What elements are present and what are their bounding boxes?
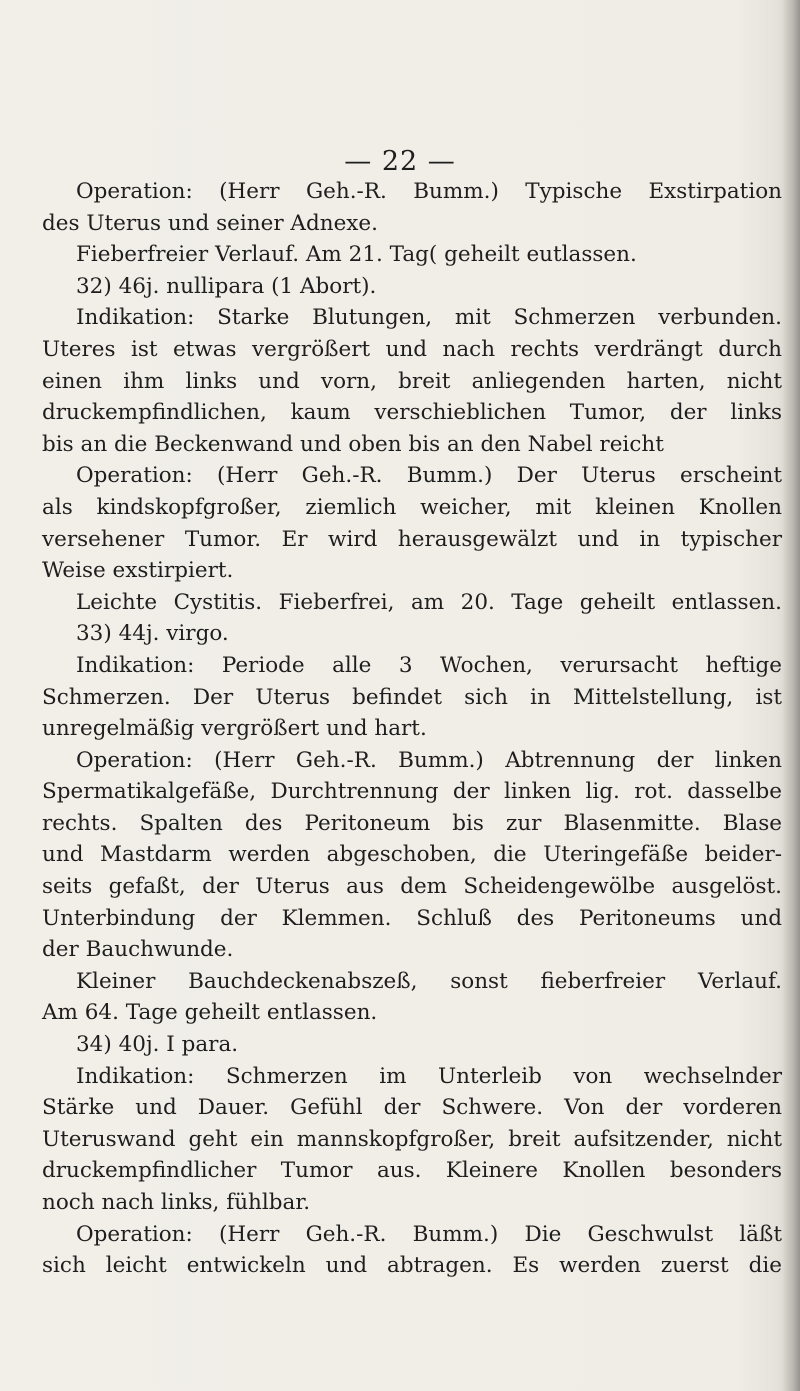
text-line: Kleiner Bauchdeckenabszeß, sonst fieberfreier Verlauf.	[76, 968, 782, 994]
text-line: Indikation: Schmerzen im Unterleib von wechselnder	[76, 1063, 782, 1089]
text-line: als kindskopfgroßer, ziemlich weicher, mit kleinen Knollen	[42, 494, 782, 520]
text-line: Schmerzen. Der Uterus befindet sich in Mittelstellung, ist	[42, 684, 782, 710]
text-line: Fieberfreier Verlauf. Am 21. Tag( geheilt eutlassen.	[76, 242, 637, 268]
text-line: der Bauchwunde.	[42, 937, 234, 963]
text-line: Uteres ist etwas vergrößert und nach rechts verdrängt durch	[42, 336, 782, 362]
text-line: Indikation: Periode alle 3 Wochen, verursacht heftige	[76, 652, 782, 678]
text-line: rechts. Spalten des Peritoneum bis zur Blasenmitte. Blase	[42, 810, 782, 836]
page-number: — 22 —	[344, 146, 456, 177]
text-line: 34) 40j. I para.	[76, 1032, 239, 1058]
text-line: noch nach links, fühlbar.	[42, 1190, 311, 1215]
text-line: druckempfindlichen, kaum verschieblichen Tumor, der links	[42, 400, 782, 426]
text-line: sich leicht entwickeln und abtragen. Es werden zuerst die	[42, 1253, 782, 1279]
text-line: Weise exstirpiert.	[42, 558, 234, 584]
text-line: Stärke und Dauer. Gefühl der Schwere. Von der vorderen	[42, 1095, 782, 1121]
text-line: einen ihm links und vorn, breit anliegenden harten, nicht	[42, 368, 782, 394]
text-line: Leichte Cystitis. Fieberfrei, am 20. Tage geheilt entlassen.	[76, 589, 782, 615]
text-line: unregelmäßig vergrößert und hart.	[42, 716, 427, 742]
text-line: Uteruswand geht ein mannskopfgroßer, breit aufsitzender, nicht	[42, 1126, 782, 1152]
text-line: seits gefaßt, der Uterus aus dem Scheidengewölbe ausgelöst.	[42, 874, 782, 900]
text-line: 33) 44j. virgo.	[76, 621, 229, 647]
text-line: bis an die Beckenwand und oben bis an den Nabel reicht	[42, 431, 664, 457]
text-line: Spermatikalgefäße, Durchtrennung der linken lig. rot. dasselbe	[42, 779, 782, 805]
text-line: Unterbindung der Klemmen. Schluß des Peritoneums und	[42, 905, 782, 931]
text-line: druckempfindlicher Tumor aus. Kleinere Knollen besonders	[42, 1158, 782, 1184]
text-line: Operation: (Herr Geh.-R. Bumm.) Abtrennung der linken	[76, 747, 782, 773]
text-line: und Mastdarm werden abgeschoben, die Uteringefäße beider-	[42, 842, 782, 868]
text-line: Operation: (Herr Geh.-R. Bumm.) Typische Exstirpation	[76, 179, 782, 204]
page-edge-shadow	[782, 0, 800, 1391]
text-line: des Uterus und seiner Adnexe.	[42, 210, 378, 236]
text-line: Indikation: Starke Blutungen, mit Schmerzen verbunden.	[76, 305, 782, 331]
text-line: Am 64. Tage geheilt entlassen.	[42, 1000, 378, 1026]
text-line: 32) 46j. nullipara (1 Abort).	[76, 273, 377, 299]
body-text	[42, 176, 782, 1282]
text-line: versehener Tumor. Er wird herausgewälzt und in typischer	[42, 526, 782, 552]
text-line: Operation: (Herr Geh.-R. Bumm.) Die Geschwulst läßt	[76, 1221, 782, 1247]
text-line: Operation: (Herr Geh.-R. Bumm.) Der Uterus erscheint	[76, 463, 782, 489]
